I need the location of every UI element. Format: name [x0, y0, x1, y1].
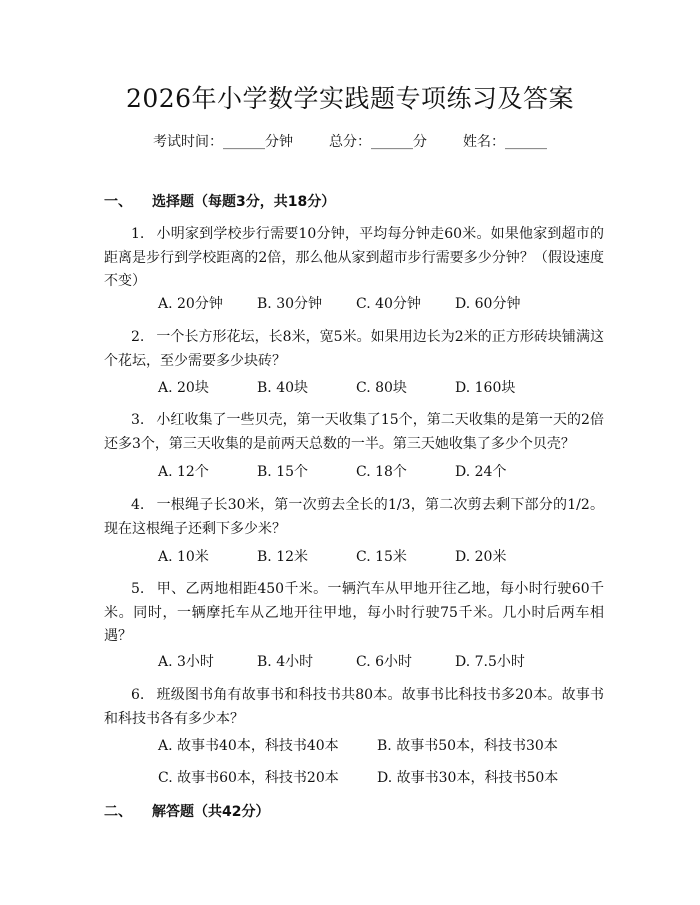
option-b: B. 30分钟	[257, 296, 323, 312]
question-number: 6.	[131, 687, 145, 703]
question-text: 班级图书角有故事书和科技书共80本。故事书比科技书多20本。故事书和科技书各有多少本？	[104, 687, 604, 727]
option-b: B. 40块	[257, 380, 309, 396]
question-number: 2.	[131, 329, 145, 345]
question-text: 一个长方形花坛，长8米，宽5米。如果用边长为2米的正方形砖块铺满这个花坛，至少需要多少块砖？	[104, 329, 604, 369]
option-d: D. 160块	[455, 380, 516, 396]
option-a: A. 12个	[158, 464, 209, 480]
section-label: 选择题（每题3分，共18分）	[152, 194, 336, 210]
option-a: A. 20分钟	[158, 296, 223, 312]
option-c: C. 80块	[356, 380, 407, 396]
exam-time-field: 考试时间：______分钟	[153, 134, 293, 150]
question-4	[104, 494, 604, 541]
total-score-field: 总分：______分	[329, 134, 427, 150]
section-heading-answer	[104, 802, 269, 822]
question-text: 小红收集了一些贝壳，第一天收集了15个，第二天收集的是第一天的2倍还多3个，第三天收集的是前两天总数的一半。第三天她收集了多少个贝壳？	[104, 412, 604, 452]
question-5	[104, 578, 604, 649]
option-b: B. 4小时	[257, 654, 314, 670]
option-d: D. 故事书30本，科技书50本	[377, 770, 559, 786]
option-a: A. 10米	[158, 549, 209, 565]
section-number: 二、	[104, 804, 132, 820]
question-number: 3.	[131, 412, 145, 428]
option-d: D. 24个	[455, 464, 507, 480]
question-text: 一根绳子长30米，第一次剪去全长的1/3，第二次剪去剩下部分的1/2。现在这根绳子还剩下多少米？	[104, 497, 604, 537]
option-a: A. 3小时	[158, 654, 214, 670]
section-heading-choice	[104, 192, 335, 212]
option-d: D. 60分钟	[455, 296, 521, 312]
student-name-field: 姓名：______	[463, 134, 547, 150]
option-c: C. 故事书60本，科技书20本	[158, 770, 339, 786]
question-3	[104, 409, 604, 456]
section-label: 解答题（共42分）	[152, 804, 270, 820]
question-1	[104, 223, 604, 294]
option-b: B. 12米	[257, 549, 309, 565]
option-c: C. 18个	[356, 464, 407, 480]
option-d: D. 20米	[455, 549, 507, 565]
option-b: B. 15个	[257, 464, 309, 480]
question-text: 甲、乙两地相距450千米。一辆汽车从甲地开往乙地，每小时行驶60千米。同时，一辆摩托车从乙地开往甲地，每小时行驶75千米。几小时后两车相遇？	[104, 581, 604, 644]
exam-meta	[0, 132, 700, 152]
option-a: A. 20块	[158, 380, 209, 396]
option-c: C. 6小时	[356, 654, 413, 670]
page-title: 2026年小学数学实践题专项练习及答案	[125, 84, 575, 113]
option-b: B. 故事书50本，科技书30本	[377, 738, 558, 754]
question-2	[104, 326, 604, 373]
question-number: 5.	[131, 581, 145, 597]
option-c: C. 15米	[356, 549, 407, 565]
question-6	[104, 684, 604, 731]
section-number: 一、	[104, 194, 132, 210]
option-a: A. 故事书40本，科技书40本	[158, 738, 339, 754]
question-number: 1.	[131, 226, 145, 242]
question-text: 小明家到学校步行需要10分钟，平均每分钟走60米。如果他家到超市的距离是步行到学校距离的2倍，那么他从家到超市步行需要多少分钟？（假设速度不变）	[104, 226, 604, 289]
option-c: C. 40分钟	[356, 296, 421, 312]
option-d: D. 7.5小时	[455, 654, 525, 670]
question-number: 4.	[131, 497, 145, 513]
